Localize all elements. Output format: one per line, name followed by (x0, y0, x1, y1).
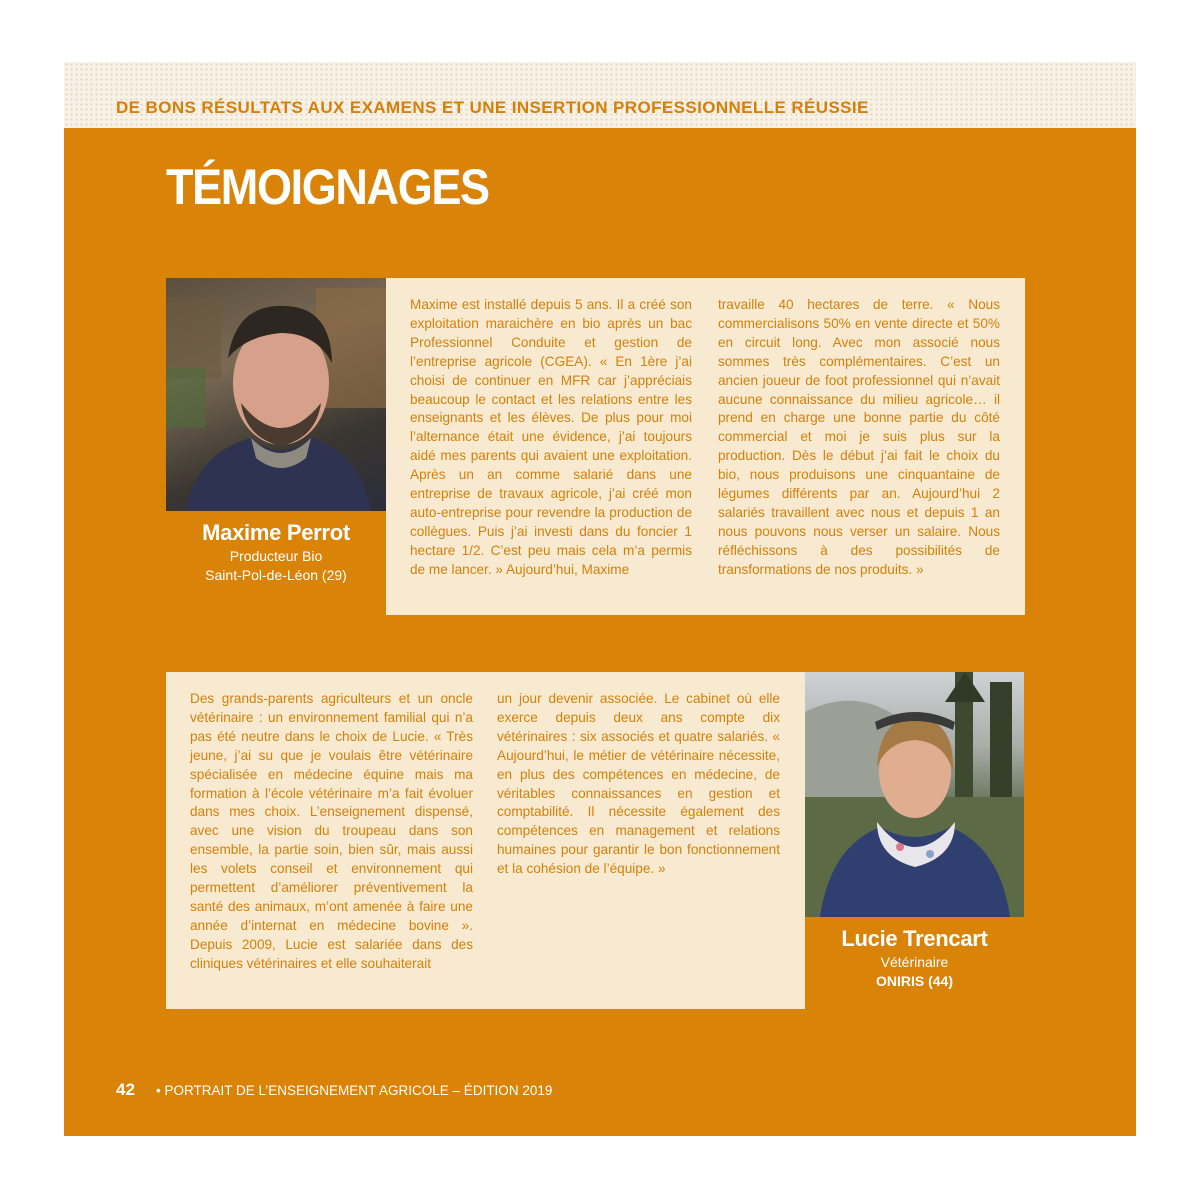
header-band (64, 62, 1136, 128)
person-location: ONIRIS (44) (875, 973, 953, 989)
person-name: Maxime Perrot (202, 520, 350, 545)
page-number: 42 (116, 1080, 135, 1099)
testimonial-text-column: Maxime est installé depuis 5 ans. Il a créé son exploitation maraichère en bio après un bac Professionnel Conduite et gestion de l’entreprise agricole (CGEA). « En 1ère j’ai choisi de continuer en MFR car j’appréciais beaucoup le contact et les relations entre les enseignants et les élèves. De plus pour moi l’alternance était une évidence, j’ai toujours aidé mes parents qui avaient une exploitation. Après un an comme salarié dans une entreprise de travaux agricole, j’ai créé mon auto-entreprise pour revendre la production de collègues. Puis j’ai investi dans du foncier 1 hectare 1/2. C’est peu mais cela m’a permis de me lancer. » Aujourd’hui, Maxime (410, 297, 692, 577)
testimonial-card (166, 672, 805, 1009)
testimonial-text-column: un jour devenir associée. Le cabinet où elle exerce depuis deux ans compte dix vétérinaires : six associés et quatre salariés. « Aujourd’hui, le métier de vétérinaire nécessite, en plus des compétences en médecine, de véritables connaissances en gestion et comptabilité. Il nécessite également des compétences en management et relations humaines pour garantir le bon fonctionnement et la cohésion de l’équipe. » (497, 691, 780, 877)
section-title: DE BONS RÉSULTATS AUX EXAMENS ET UNE INSERTION PROFESSIONNELLE RÉUSSIE (116, 98, 869, 117)
photo-maxime-perrot (166, 278, 386, 511)
portrait-illustration (166, 278, 386, 511)
photo-lucie-trencart (805, 672, 1024, 917)
publication-title: • PORTRAIT DE L’ENSEIGNEMENT AGRICOLE – ÉDITION 2019 (156, 1083, 553, 1098)
portrait-illustration (805, 672, 1024, 917)
page-title: TÉMOIGNAGES (166, 159, 489, 215)
person-name: Lucie Trencart (841, 926, 988, 951)
testimonial-text-column: Des grands-parents agriculteurs et un oncle vétérinaire : un environnement familial qui n’a pas été neutre dans le choix de Lucie. « Très jeune, j’ai su que je voulais être vétérinaire spécialisée en médecine équine mais ma formation à l’école vétérinaire m’a fait évoluer dans mes choix. L’enseignement dispensé, avec une vision du troupeau dans son ensemble, la partie soin, bien sûr, mais aussi les volets conseil et environnement qui permettent d’améliorer préventivement la santé des animaux, m’ont amenée à faire une année d’internat en médecine bovine ». Depuis 2009, Lucie est salariée dans des cliniques vétérinaires et elle souhaiterait (190, 691, 473, 971)
person-role: Producteur Bio (229, 548, 323, 564)
person-role: Vétérinaire (880, 954, 949, 970)
testimonial-text-column: travaille 40 hectares de terre. « Nous commercialisons 50% en vente directe et 50% en circuit long. Avec mon associé nous sommes très complémentaires. C’est un ancien joueur de foot professionnel qui n’avait aucune connaissance du milieu agricole… il prend en charge une bonne partie du côté commercial et moi je suis plus sur la production. Dès le début j’ai fait le choix du bio, nous produisons une cinquantaine de légumes différents par an. Aujourd’hui 2 salariés travaillent avec nous et depuis 1 an nous pouvons nous verser un salaire. Nous réfléchissons à des possibilités de transformations de nos produits. » (718, 297, 1000, 577)
person-location: Saint-Pol-de-Léon (29) (205, 567, 347, 583)
testimonial-card (386, 278, 1025, 615)
